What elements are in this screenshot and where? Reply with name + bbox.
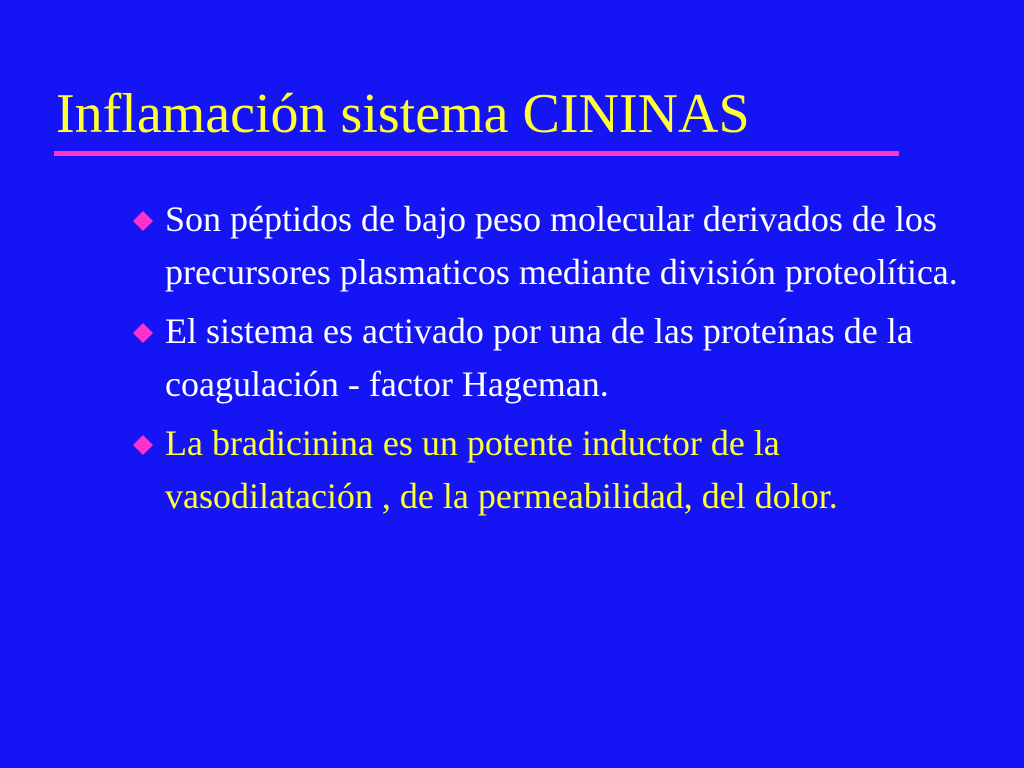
slide-title: Inflamación sistema CININAS (56, 83, 750, 145)
diamond-bullet-icon (132, 210, 154, 232)
diamond-bullet-icon (132, 434, 154, 456)
bullet-text-2: El sistema es activado por una de las proteínas de la coagulación - factor Hageman. (165, 311, 913, 404)
bullet-item-2 (130, 305, 990, 411)
bullet-item-1 (130, 193, 990, 299)
bullet-item-3 (130, 417, 990, 523)
bullet-text-3: La bradicinina es un potente inductor de la vasodilatación , de la permeabilidad, del dolor. (165, 423, 838, 516)
bullet-text-1: Son péptidos de bajo peso molecular derivados de los precursores plasmaticos mediante división proteolítica. (165, 199, 958, 292)
diamond-bullet-icon (132, 322, 154, 344)
title-underline (54, 151, 899, 156)
bullet-list (130, 193, 990, 529)
